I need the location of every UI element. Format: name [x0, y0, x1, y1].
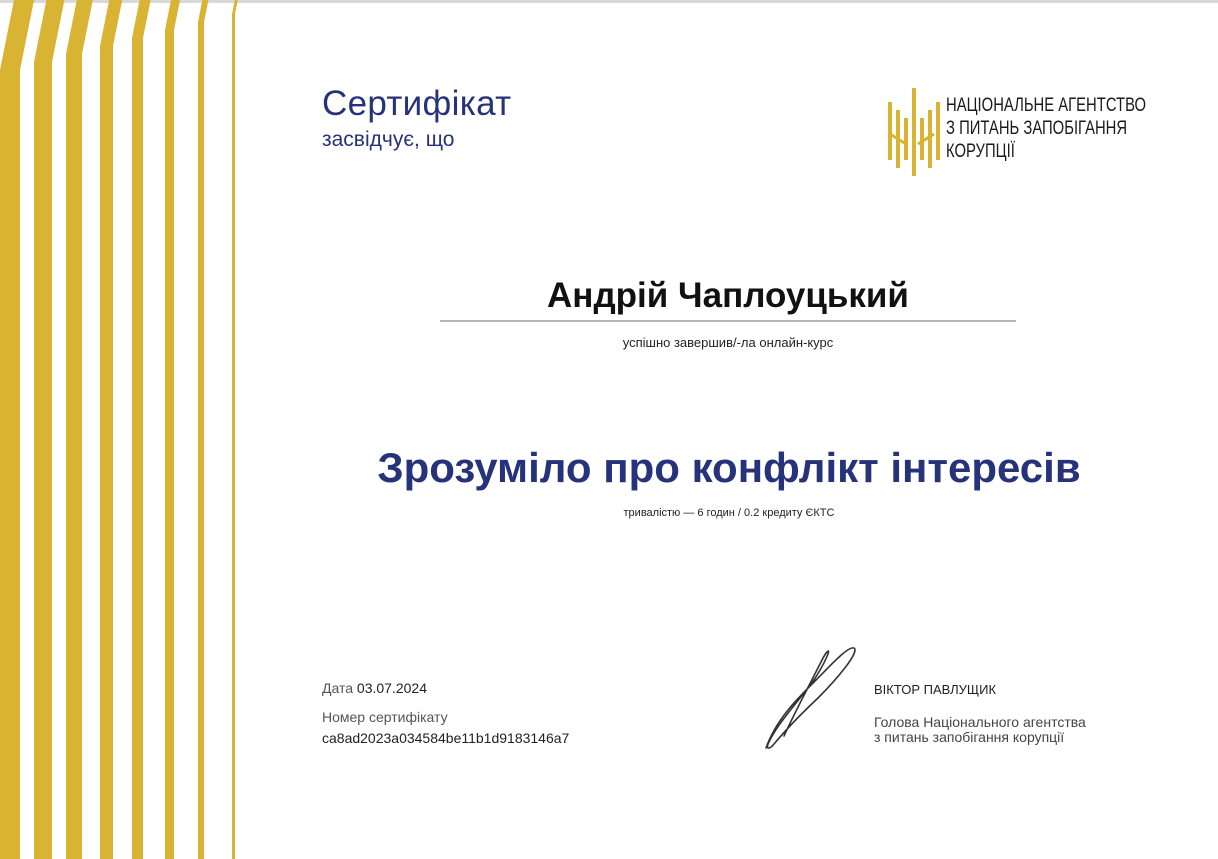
signatory-position-line-2: з питань запобігання корупції — [874, 729, 1065, 745]
gold-stripe — [165, 0, 180, 859]
gold-stripe — [34, 0, 64, 859]
gold-stripe — [0, 0, 34, 859]
issue-date — [322, 680, 427, 696]
certificate-number-value: ca8ad2023a034584be11b1d9183146a7 — [322, 730, 570, 746]
course-duration: тривалістю — 6 годин / 0.2 кредиту ЄКТС — [623, 507, 835, 519]
agency-name — [946, 94, 1146, 163]
certificate-subtitle: засвідчує, що — [322, 128, 455, 151]
agency-name-line-3: КОРУПЦІЇ — [946, 141, 1015, 162]
gold-stripe — [132, 0, 151, 859]
signatory-name: ВІКТОР ПАВЛУЩИК — [874, 682, 997, 697]
recipient-name: Андрій Чаплоуцький — [547, 276, 909, 315]
date-label: Дата — [322, 680, 354, 696]
certificate-title: Сертифікат — [322, 84, 512, 123]
gold-stripe — [66, 0, 93, 859]
signatory-position-line-1: Голова Національного агентства — [874, 714, 1086, 730]
course-title: Зрозуміло про конфлікт інтересів — [377, 444, 1081, 491]
agency-name-line-1: НАЦІОНАЛЬНЕ АГЕНТСТВО — [946, 95, 1147, 116]
nazk-logo-icon — [884, 88, 940, 180]
gold-stripe — [232, 0, 238, 859]
recipient-underline — [440, 320, 1016, 322]
decorative-stripes — [0, 0, 240, 859]
date-value: 03.07.2024 — [356, 680, 427, 696]
gold-stripe — [100, 0, 122, 859]
gold-stripe — [198, 0, 208, 859]
signature-icon — [756, 640, 860, 756]
agency-name-line-2: З ПИТАНЬ ЗАПОБІГАННЯ — [946, 118, 1128, 139]
stripes-group — [0, 0, 238, 859]
completion-text: успішно завершив/-ла онлайн-курс — [622, 335, 834, 350]
certificate-number-label: Номер сертифікату — [322, 709, 448, 725]
